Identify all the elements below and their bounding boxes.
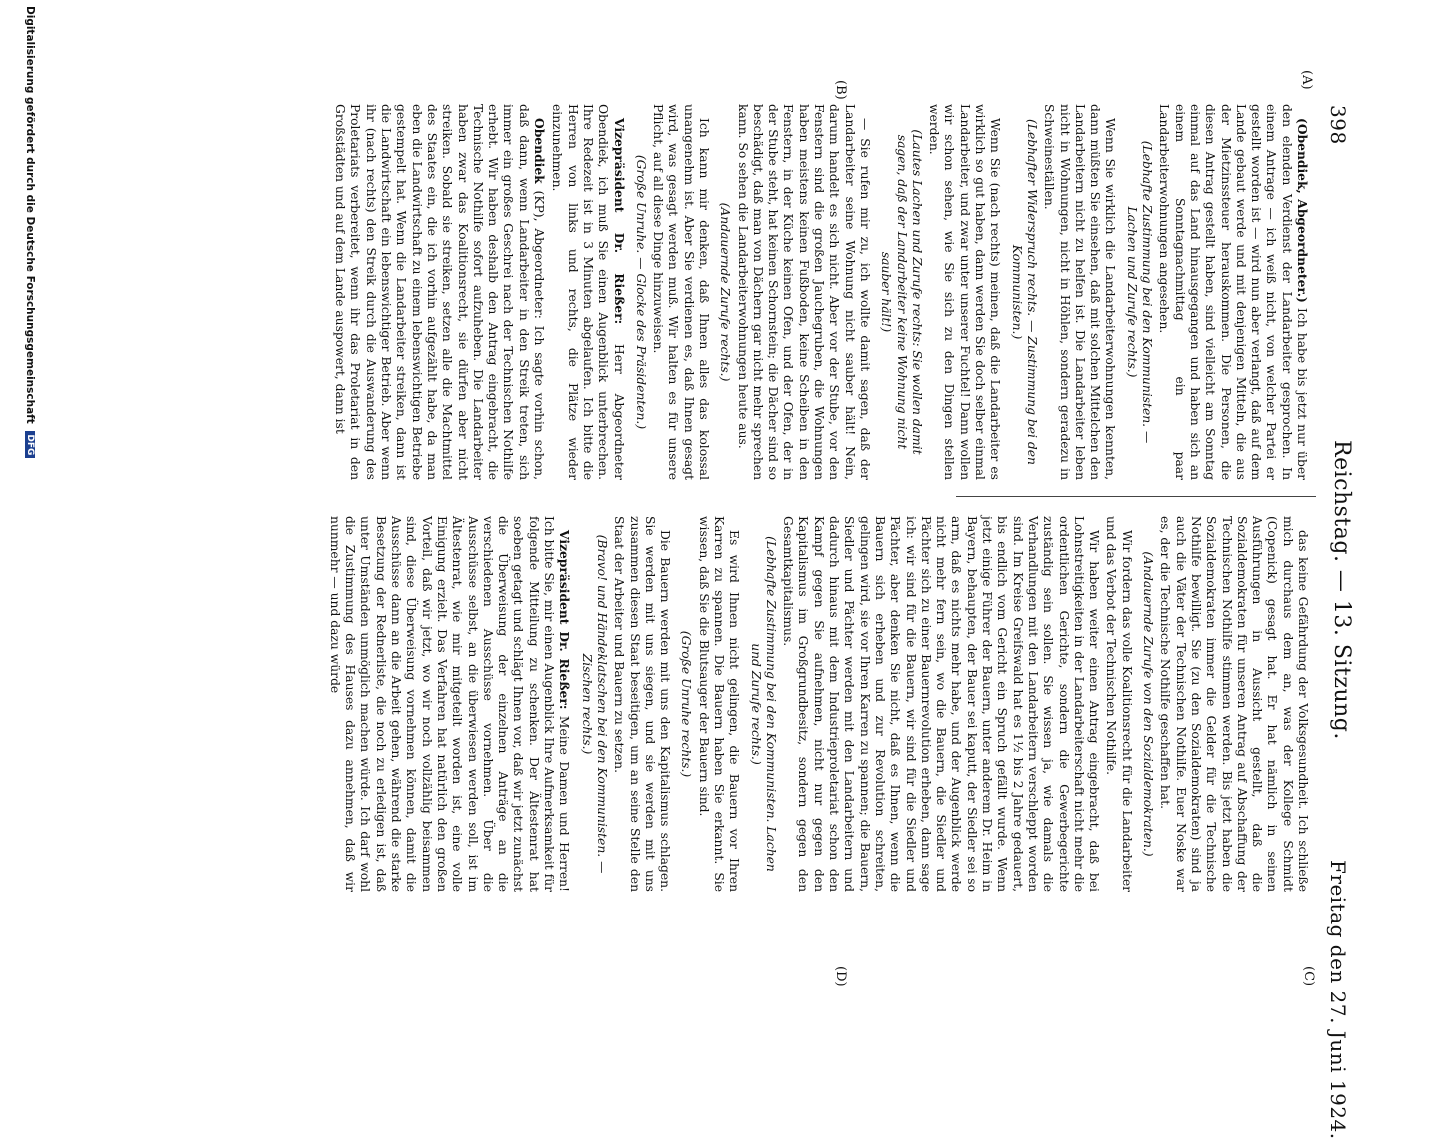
right-column — [325, 516, 1310, 892]
dfg-logo: DFG — [25, 431, 35, 458]
interjection-note: (Große Unruhe. — Glocke des Präsidenten.) — [633, 154, 648, 430]
paragraph-text: (KP), Abgeordneter: Ich sagte vorhin schon, daß dann, wenn Landarbeiter in den Streik treten, sich immer ein großes Geschrei nach der Technischen Nothilfe erhebt. Wir haben deshalb den Antrag eingebracht, die Technische Nothilfe sofort aufzuheben. Die Landarbeiter haben zwar das Koalitionsrecht, sie dürfen aber nicht streiken. Sobald sie streiken, setzen alle die Machtmittel des Staates ein, die ich vorhin aufgezählt habe, da man eben die Landwirtschaft zu einem lebenswichtigen Betriebe gestempelt hat. Wenn die Landarbeiter streiken, dann ist die Landwirtschaft ein lebenswichtiger Betrieb. Aber wenn ihr (nach rechts) den Streik durch die Auswanderung des Proletariats verbereitet, wenn ihr das Proletariat in den Großstädten und auf dem Lande auspowert, dann ist — [333, 104, 547, 480]
speaker-paragraph — [332, 104, 547, 480]
interjection-note: (Bravo! und Händeklatschen bei den Kommunisten. — Zischen rechts.) — [579, 534, 609, 874]
paragraph-text: — Sie rufen mir zu, ich wollte damit sagen, daß der Landarbeiter seine Wohnung nicht sauber hält! Nein, darum handelt es sich nicht. Aber vor der Stube, vor den Fenstern sind die großen Jauchegruben, die Wohnungen haben meistens keinen Fußboden, keine Scheiben in den Fenstern, in der Küche keinen Ofen, und der Ofen, der in der Stube steht, hat keinen Schornstein; die Dächer sind so beschädigt, daß man von Dächern gar nicht mehr sprechen kann. So sehen die Landarbeiterwohnungen heute aus. — [735, 104, 872, 480]
speaker-name: (Obendiek, Abgeordneter.) — [1295, 118, 1310, 303]
text-paragraph — [1157, 516, 1310, 892]
paragraph-text: Ich kann mir denken, daß Ihnen alles das kolossal unangenehm ist. Aber Sie verdienen es, daß Ihnen gesagt wird, was gesagt werden muß. Wir halten es für unsere Pflicht, auf all diese Dinge hinzuweisen. — [651, 104, 712, 480]
speaker-name: Vizepräsident Dr. Rießer: — [557, 530, 573, 710]
text-paragraph — [780, 516, 1101, 892]
page-header — [1316, 60, 1356, 1140]
page-number: 398 — [1326, 105, 1350, 145]
text-paragraph — [650, 104, 711, 480]
paragraph-text: Es wird Ihnen nicht gelingen, die Bauern vor Ihren Karren zu spannen. Die Bauern haben Sie erkannt. Sie wissen, daß Sie die Blutsauger der Bauern sind. — [696, 516, 742, 892]
paragraph-text: Ich habe bis jetzt nur über den elenden Verdienst der Landarbeiter gesprochen. In einem Antrage — ich weiß nicht, von welcher Partei er gestellt worden ist — wird nun aber verlangt, daß auf dem Lande gebaut werde und mit denjenigen Mitteln, die aus der Mietzinssteuer herauskommen. Die Personen, die diesen Antrag gestellt haben, sind vielleicht am Sonntag einmal auf das Land hinausgegangen und haben sich an einem Sonntagnachmittag ein paar Landarbeiterwohnungen angesehen. — [1157, 104, 1309, 480]
speaker-paragraph — [327, 516, 573, 892]
text-paragraph — [611, 516, 672, 892]
speaker-paragraph — [1156, 104, 1310, 480]
margin-mark-c: (C) — [1301, 966, 1316, 987]
margin-mark-b: (B) — [833, 80, 848, 100]
speaker-name: Vizepräsident Dr. Rießer: — [611, 118, 627, 325]
text-paragraph — [1041, 104, 1117, 480]
interjection-note: (Andauernde Zurufe rechts.) — [718, 202, 733, 382]
speaker-paragraph — [549, 104, 626, 480]
paragraph-text: Wir fordern das volle Koalitionsrecht für die Landarbeiter und das Verbot der Technischen Nothilfe. — [1104, 516, 1134, 892]
paragraph-text: Herr Abgeordneter Obendiek, ich muß Sie einen Augenblick unterbrechen. Ihre Redezeit ist in 3 Minuten abgelaufen. Ich bitte die Herren von links und rechts, die Plätze wieder einzunehmen. — [550, 104, 626, 480]
speaker-name: Obendiek — [532, 118, 548, 184]
footer-text: Digitalisierung gefördert durch die Deutsche Forschungsgemeinschaft — [24, 6, 36, 424]
interjection-note: (Lebhafter Widerspruch rechts. — Zustimmung bei den Kommunisten.) — [1009, 119, 1039, 465]
digitization-footer — [24, 6, 36, 458]
text-paragraph — [1103, 516, 1134, 892]
paragraph-text: das keine Gefährdung der Volksgesundheit. Ich schließe mich durchaus dem an, was der Kollege Schmidt (Copenick) gesagt hat. Er hat nämlich in seinen Ausführungen in Aussicht gestellt, daß die Sozialdemokraten für unseren Antrag auf Abschaffung der Technischen Nothilfe stimmen werden. Bis jetzt haben die Sozialdemokraten immer die Gelder für die Technische Nothilfe bewilligt. Sie (zu den Sozialdemokraten) sind ja auch die Väter der Technischen Nothilfe. Euer Noske war es, der die Technische Nothilfe geschaffen hat. — [1158, 516, 1310, 892]
paragraph-text: Die Bauern werden mit uns den Kapitalismus schlagen. Sie werden mit uns siegen, und sie werden mit uns zusammen diesen Staat beseitigen, um an seine Stelle den Staat der Arbeiter und Bauern zu setzen. — [612, 516, 673, 892]
page-title: Reichstag. — 13. Sitzung. — [1329, 440, 1354, 740]
paragraph-text: Meine Damen und Herren! Ich bitte Sie, mir einen Augenblick Ihre Aufmerksamkeit für folgende Mitteilung zu schenken. Der Ältestenrat hat soeben getagt und schlägt Ihnen vor, daß wir jetzt zunächst die Überweisung der einzelnen Anträge an die verschiedenen Ausschüsse vornehmen. Über die Ausschüsse selbst, an die überwiesen werden soll, ist im Ältestenrat, wie mir mitgeteilt worden ist, eine volle Einigung erzielt. Das Verfahren hat natürlich den großen Vorteil, daß wir jetzt, wo wir noch vollzählig beisammen sind, diese Überweisung vornehmen können, damit die Ausschüsse dann an die Arbeit gehen, während die starke Besetzung der Rednerliste, die noch zu erledigen ist, daß unter Umständen unmöglich machen würde. Ich darf wohl die Zustimmung des Hauses dazu annehmen, daß wir nunmehr — und dazu würde — [327, 516, 572, 892]
paragraph-text: Wenn Sie (nach rechts) meinen, daß die Landarbeiter es wirklich so gut haben, dann werden Sie doch selber einmal Landarbeiter, und zwar unter unserer Fuchtel! Dann wollen wir schon sehen, wie Sie sich zu den Dingen stellen werden. — [927, 104, 1003, 480]
text-paragraph — [695, 516, 741, 892]
paragraph-text: Wenn Sie wirklich die Landarbeiterwohnungen kennten, dann müßten Sie einsehen, daß mit solchen Mittelchen den Landarbeitern nicht zu helfen ist. Die Landarbeiter leben nicht in Wohnungen, nicht in Höhlen, sondern geradezu in Schweineställen. — [1042, 104, 1118, 480]
column-divider — [956, 496, 1316, 497]
text-paragraph — [926, 104, 1002, 480]
page-date: Freitag den 27. Juni 1924. — [1326, 860, 1350, 1140]
margin-mark-a: (A) — [1299, 70, 1314, 90]
left-column — [330, 104, 1310, 480]
margin-mark-d: (D) — [833, 966, 848, 987]
interjection-note: (Andauernde Zurufe von den Sozialdemokraten.) — [1141, 551, 1156, 857]
interjection-note: (Lebhafte Zustimmung bei den Kommunisten. — Lachen und Zurufe rechts.) — [1124, 140, 1155, 444]
interjection-note: (Große Unruhe rechts.) — [679, 630, 694, 778]
interjection-note: (Lautes Lachen und Zurufe rechts: Sie wollen damit sagen, daß der Landarbeiter keine Wohnung nicht sauber hält!) — [879, 129, 924, 455]
paragraph-text: Wir haben weiter einen Antrag eingebracht, daß bei Lohnstreitigkeiten in der Landarbeiterschaft nicht mehr die ordentlichen Gerichte, sondern die Gewerbegerichte zuständig sein sollen. Sie wissen ja, wie damals die Verhandlungen mit den Landarbeitern verschleppt worden sind. Im Kreise Greifswald hat es 1½ bis 2 Jahre gedauert, bis endlich vom Gericht ein Spruch gefällt wurde. Wenn jetzt einige Führer der Bauern, unter anderem Dr. Heim in Bayern, behaupten, der Bauer sei kaputt, der Siedler sei so arm, daß es nichts mehr habe, und der Augenblick werde nicht mehr fern sein, wo die Bauern, die Siedler und Pächter sich zu einer Bauernrevolution erheben, dann sage ich: wir sind für die Bauern, wir sind für die Siedler und Pächter, aber denken Sie nicht, daß es Ihnen, wenn die Bauern sich erheben und zur Revolution schreiten, gelingen wird, sie vor Ihren Karren zu spannen; die Bauern, Siedler und Pächter werden mit den Landarbeitern und dadurch hinaus mit dem Industrieproletariat schon den Kampf gegen Sie aufnehmen, nicht nur gegen den Kapitalismus im Großgrundbesitz, sondern gegen den Gesamtkapitalismus. — [781, 516, 1102, 892]
interjection-note: (Lebhafte Zustimmung bei den Kommunisten. Lachen und Zurufe rechts.) — [748, 536, 778, 872]
text-paragraph — [734, 104, 872, 480]
